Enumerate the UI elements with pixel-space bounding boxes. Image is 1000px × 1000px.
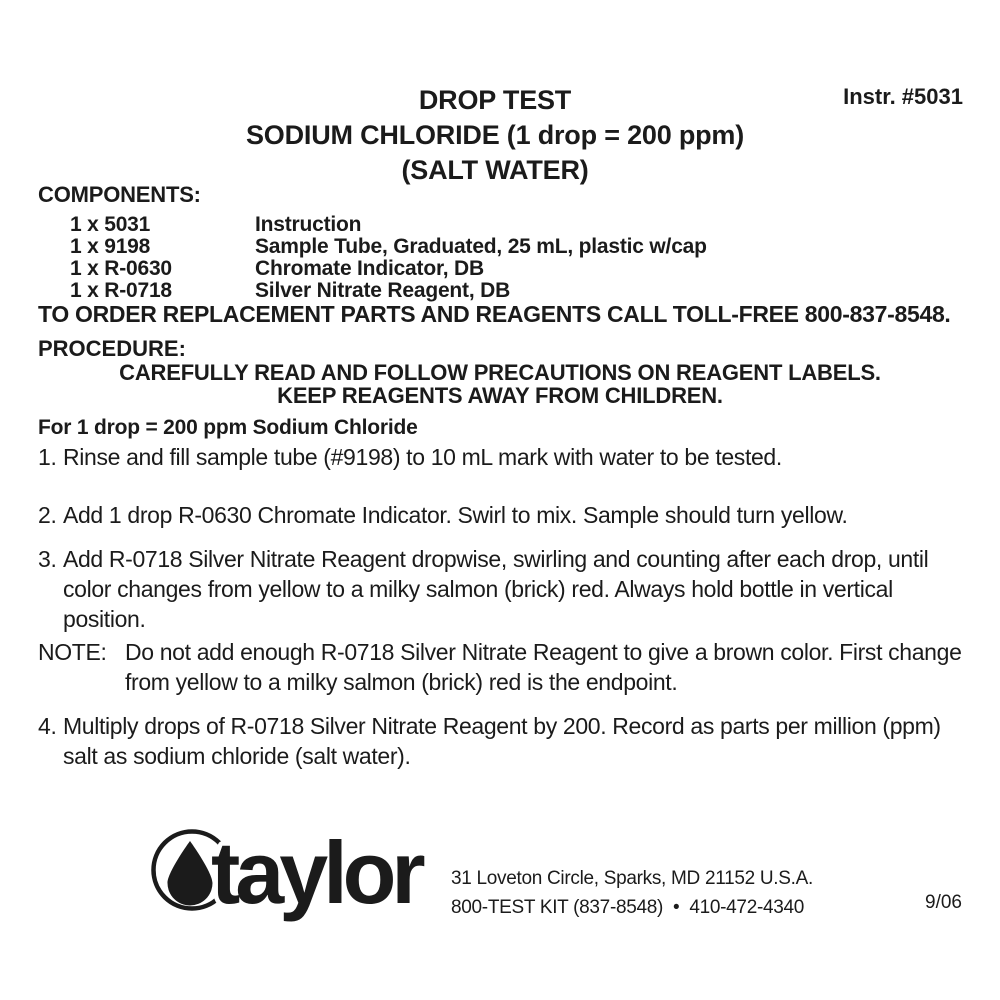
procedure-heading: PROCEDURE: <box>38 336 186 361</box>
step-number: 3. <box>38 546 57 572</box>
order-replacement-line: TO ORDER REPLACEMENT PARTS AND REAGENTS CALL TOLL-FREE 800-837-8548. <box>38 301 951 327</box>
component-qty: 1 x R-0630 <box>70 257 172 280</box>
components-heading: COMPONENTS: <box>38 182 201 207</box>
step-number: 1. <box>38 444 57 470</box>
note-label: NOTE: <box>38 639 107 665</box>
step-number: 2. <box>38 502 57 528</box>
component-row <box>38 258 965 280</box>
step-1 <box>38 442 966 472</box>
component-desc: Silver Nitrate Reagent, DB <box>255 279 511 302</box>
document-title <box>0 83 990 188</box>
dosage-subheading: For 1 drop = 200 ppm Sodium Chloride <box>38 416 418 439</box>
step-text: Multiply drops of R-0718 Silver Nitrate Reagent by 200. Record as parts per million (ppm) salt as sodium chloride (salt water). <box>63 713 941 769</box>
procedure-steps <box>38 442 966 771</box>
step-note <box>38 637 966 697</box>
component-row <box>38 214 965 236</box>
footer-phone-line: 800-TEST KIT (837-8548) • 410-472-4340 <box>451 897 805 918</box>
components-section <box>38 182 965 302</box>
title-line-1: DROP TEST <box>418 85 572 115</box>
instruction-number: Instr. #5031 <box>843 84 963 109</box>
title-line-3: (SALT WATER) <box>401 155 589 185</box>
component-row <box>38 280 965 302</box>
taylor-logo <box>150 828 440 933</box>
step-4 <box>38 711 966 771</box>
footer-contact-block <box>451 864 813 922</box>
warning-block <box>0 361 1000 407</box>
step-number: 4. <box>38 713 57 739</box>
revision-date: 9/06 <box>925 892 962 913</box>
component-qty: 1 x 9198 <box>70 235 151 258</box>
footer-address-line: 31 Loveton Circle, Sparks, MD 21152 U.S.A. <box>451 868 813 889</box>
title-line-2: SODIUM CHLORIDE (1 drop = 200 ppm) <box>246 120 744 150</box>
step-text: Add 1 drop R-0630 Chromate Indicator. Swirl to mix. Sample should turn yellow. <box>63 502 848 528</box>
components-list <box>38 214 965 302</box>
taylor-logo-graphic <box>150 828 440 928</box>
component-qty: 1 x R-0718 <box>70 279 172 302</box>
note-text: Do not add enough R-0718 Silver Nitrate Reagent to give a brown color. First change from yellow to a milky salmon (brick) red is the endpoint. <box>125 639 962 695</box>
component-row <box>38 236 965 258</box>
component-desc: Sample Tube, Graduated, 25 mL, plastic w/cap <box>255 235 707 258</box>
component-desc: Instruction <box>255 213 362 236</box>
logo-wordmark: taylor <box>211 828 421 922</box>
step-text: Add R-0718 Silver Nitrate Reagent dropwise, swirling and counting after each drop, until color changes from yellow to a milky salmon (brick) red. Always hold bottle in vertical position. <box>63 546 929 632</box>
step-2 <box>38 500 966 530</box>
warning-line-1: CAREFULLY READ AND FOLLOW PRECAUTIONS ON REAGENT LABELS. <box>119 360 881 385</box>
step-3 <box>38 544 966 634</box>
component-desc: Chromate Indicator, DB <box>255 257 484 280</box>
component-qty: 1 x 5031 <box>70 213 151 236</box>
warning-line-2: KEEP REAGENTS AWAY FROM CHILDREN. <box>277 383 723 408</box>
step-text: Rinse and fill sample tube (#9198) to 10 mL mark with water to be tested. <box>63 444 782 470</box>
